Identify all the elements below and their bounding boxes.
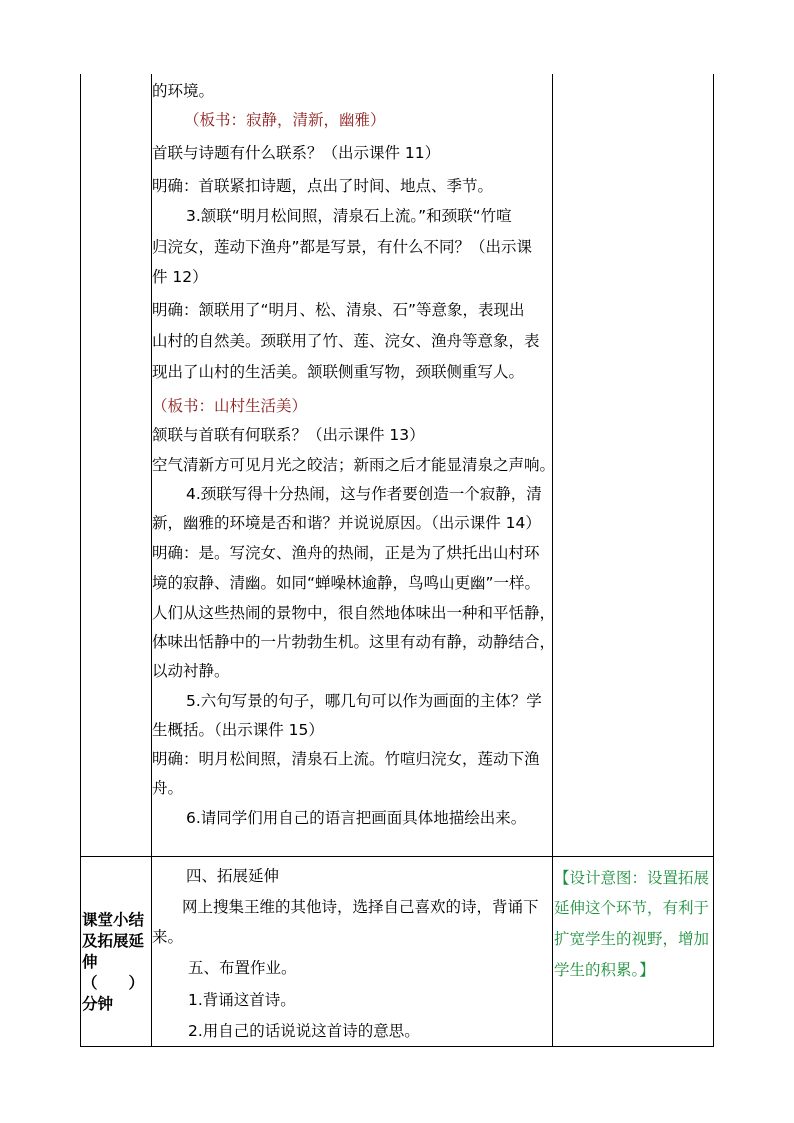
answer-line: 明确：是。写浣女、渔舟的热闹，正是为了烘托出山村环 xyxy=(152,544,540,562)
table-border-left xyxy=(80,74,81,1047)
board-note: （板书：寂静，清新，幽雅） xyxy=(184,111,386,129)
homework-item: 1.背诵这首诗。 xyxy=(188,991,296,1009)
design-note-line: 学生的积累。】 xyxy=(554,961,655,979)
label-line: 及拓展延 xyxy=(82,932,145,950)
section-label xyxy=(82,910,150,1015)
task-line: 来。 xyxy=(152,928,184,946)
answer-line: 舟。 xyxy=(152,779,184,797)
answer-line: 体味出恬静中的一片勃勃生机。这里有动有静，动静结合， xyxy=(152,633,556,651)
homework-item: 2.用自己的话说说这首诗的意思。 xyxy=(188,1022,420,1040)
task-line: 网上搜集王维的其他诗，选择自己喜欢的诗，背诵下 xyxy=(182,898,539,916)
question-line: 5.六句写景的句子，哪几句可以作为画面的主体？学 xyxy=(186,692,542,710)
answer-line: 明确：颔联用了“明月、松、清泉、石”等意象，表现出 xyxy=(152,301,525,319)
table-border-bottom xyxy=(80,1046,714,1047)
table-border-col2 xyxy=(552,74,553,1047)
question-line: 生概括。（出示课件 15） xyxy=(152,721,324,739)
label-line: 伸（ ） xyxy=(82,953,145,992)
answer-line: 人们从这些热闹的景物中，很自然地体味出一种和平恬静， xyxy=(152,604,556,622)
design-note-line: 扩宽学生的视野，增加 xyxy=(554,930,710,948)
answer-line: 山村的自然美。颈联用了竹、莲、浣女、渔舟等意象，表 xyxy=(152,332,540,350)
question-line: 归浣女，莲动下渔舟”都是写景，有什么不同？（出示课 xyxy=(152,238,533,256)
question-line: 3.颔联“明月松间照，清泉石上流。”和颈联“竹喧 xyxy=(186,207,512,225)
question-line: 首联与诗题有什么联系？（出示课件 11） xyxy=(152,144,441,162)
answer-line: 明确：首联紧扣诗题，点出了时间、地点、季节。 xyxy=(152,177,494,195)
label-line: 课堂小结 xyxy=(82,911,145,929)
heading-line: 四、拓展延伸 xyxy=(186,867,280,885)
question-line: 件 12） xyxy=(152,268,208,286)
board-note: （板书：山村生活美） xyxy=(152,397,308,415)
table-border-right xyxy=(713,74,714,1047)
question-line: 4.颈联写得十分热闹，这与作者要创造一个寂静，清 xyxy=(186,485,542,503)
text-line: 的环境。 xyxy=(152,82,215,100)
answer-line: 境的寂静、清幽。如同“蝉噪林逾静，鸟鸣山更幽”一样。 xyxy=(152,574,541,592)
answer-line: 现出了山村的生活美。颔联侧重写物，颈联侧重写人。 xyxy=(152,363,525,381)
design-note-line: 延伸这个环节，有利于 xyxy=(554,899,710,917)
question-line: 新，幽雅的环境是否和谐？并说说原因。（出示课件 14） xyxy=(152,514,541,532)
answer-line: 以动衬静。 xyxy=(152,662,230,680)
label-line: 分钟 xyxy=(82,995,114,1013)
question-line: 颔联与首联有何联系？（出示课件 13） xyxy=(152,426,425,444)
design-note-line: 【设计意图：设置拓展 xyxy=(554,869,710,887)
question-line: 6.请同学们用自己的语言把画面具体地描绘出来。 xyxy=(186,809,527,827)
heading-line: 五、布置作业。 xyxy=(188,959,297,977)
answer-line: 明确：明月松间照，清泉石上流。竹喧归浣女，莲动下渔 xyxy=(152,750,540,768)
answer-line: 空气清新方可见月光之皎洁；新雨之后才能显清泉之声响。 xyxy=(152,456,556,474)
table-row-divider xyxy=(80,856,714,857)
